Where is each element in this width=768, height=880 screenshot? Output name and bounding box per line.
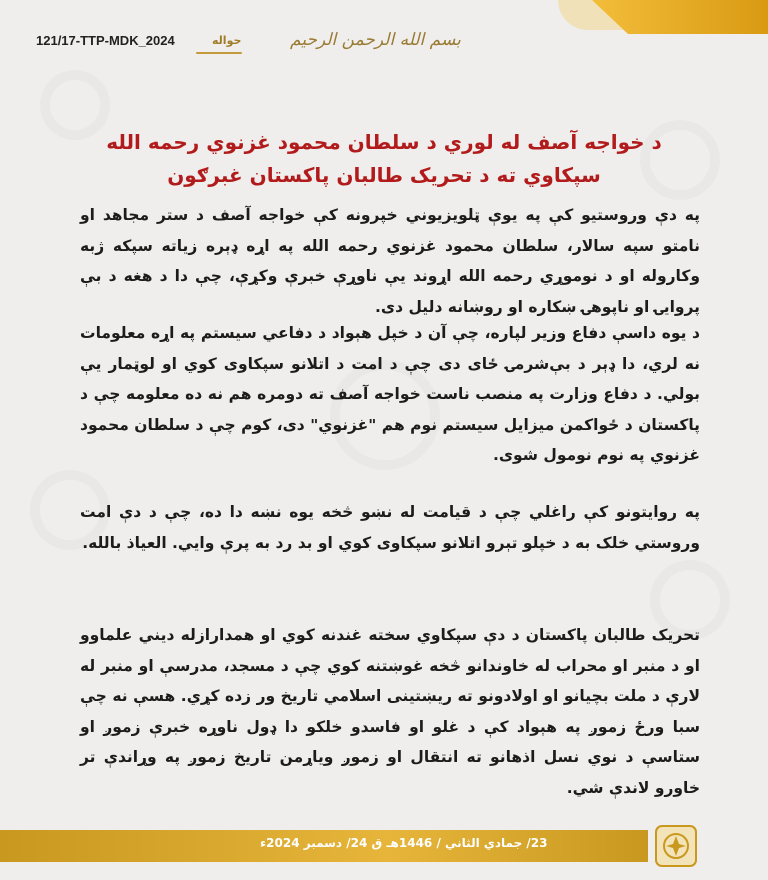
reference-label: حواله	[212, 34, 242, 47]
body-paragraph: په دې وروستیو کې په یوې ټلويزيوني خپرونه کې خواجه آصف د ستر مجاهد او نامتو سپه سالار، سلطان محمود غزنوي رحمه الله په اړه ډېره زياته سپکه ژبه وکاروله او د نوموړي رحمه الله اړوند يې ناوړې خبرې وکړې، چې دا د هغه د بې پروايۍ او ناپوهۍ ښکاره او روښانه دلیل دی.	[80, 206, 700, 316]
emblem-icon	[652, 822, 700, 870]
bismillah-calligraphy: بسم الله الرحمن الرحيم	[290, 30, 461, 50]
footer-date: 23/ جمادي الثاني / 1446هـ ق 24/ دسمبر 2024ء	[260, 836, 548, 850]
body-paragraph: په روايتونو کې راغلي چې د قيامت له نښو څخه يوه نښه دا ده، چې د دې امت وروستي خلک به د خپلو تېرو اتلانو سپکاوی کوي او بد رد به پرې وايي. العياذ بالله.	[80, 503, 700, 552]
reference-number: 121/17-TTP-MDK_2024	[36, 33, 175, 48]
body-paragraph: د يوه داسې دفاع وزير لپاره، چې آن د خپل هېواد د دفاعي سيستم په اړه معلومات نه لري، دا ډېر د بې‌شرمۍ ځای دی چې د امت د اتلانو سپکاوی کوي او لوټمار يې بولي. د دفاع وزارت په منصب ناست خواجه آصف ته دومره هم نه ده معلومه چې د پاکستان د ځواکمن ميزايل سيستم نوم هم "غزنوي" دی، کوم چې د سلطان محمود غزنوي په نوم نومول شوی.	[80, 324, 700, 464]
statement-title: د خواجه آصف له لوري د سلطان محمود غزنوي رحمه الله	[106, 130, 662, 154]
reference-underline	[196, 52, 242, 54]
body-paragraph: تحريک طالبان پاکستان د دې سپکاوي سخته غندنه کوي او همدارازله ديني علماوو او د منبر او محراب له خاوندانو څخه غوښتنه کوي چې د مسجد، مدرسې او منبر له لارې د ملت بچيانو او اولادونو ته ريښتينی اسلامي تاريخ ور زده کړي. هسې نه چې سبا ورځ زموږ په هېواد کې د غلو او فاسدو خلکو دا ډول ناوړه خبرې زموږ او ستاسې د نوي نسل اذهانو ته انتقال او زموږ وياړمن تاريخ زموږ په وړاندې تر خاورو لاندې شي.	[80, 626, 700, 797]
statement-subtitle: سپکاوي ته د تحریک طالبان پاکستان غبرګون	[167, 163, 601, 187]
